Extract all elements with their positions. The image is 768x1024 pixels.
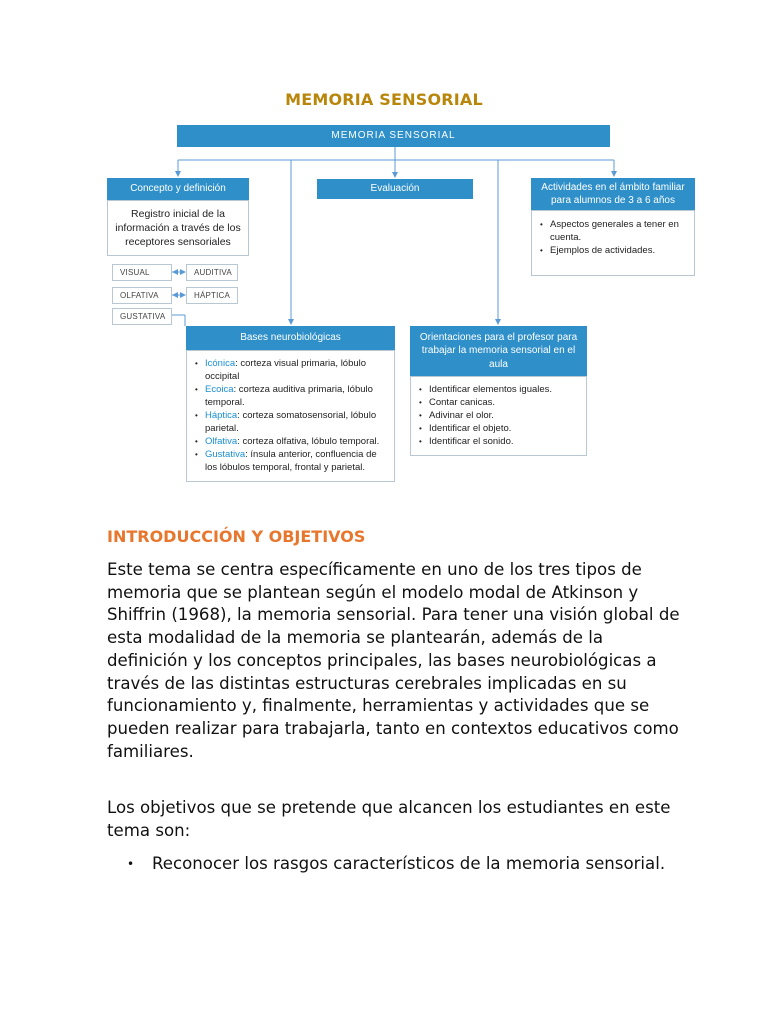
bases-term: Olfativa bbox=[205, 436, 238, 447]
concepto-header-label: Concepto y definición bbox=[130, 183, 226, 195]
bases-item bbox=[193, 435, 388, 448]
orientaciones-item: • Identificar el sonido. bbox=[417, 435, 580, 448]
orientaciones-item: • Identificar el objeto. bbox=[417, 422, 580, 435]
receptor-olfativa bbox=[112, 287, 172, 304]
orientaciones-header-label: Orientaciones para el profesor para trabajar la memoria sensorial en el aula bbox=[419, 331, 578, 370]
actividades-item: • Ejemplos de actividades. bbox=[538, 244, 688, 257]
intro-paragraph: Este tema se centra específicamente en uno de los tres tipos de memoria que se plantean según el modelo modal de Atkinson y Shiffrin (1968), la memoria sensorial. Para tener una visión global de esta modalidad de la memoria se plantearán, además de la definición y los conceptos principales, las bases neurobiológicas a través de las distintas estructuras cerebrales implicadas en su funcionamiento y, finalmente, herramientas y actividades que se pueden realizar para trabajarla, tanto en contextos educativos como familiares. bbox=[107, 560, 680, 761]
bases-panel bbox=[186, 350, 395, 482]
evaluacion-label: Evaluación bbox=[370, 183, 420, 195]
diagram-root-node bbox=[177, 125, 610, 147]
bases-term: Háptica bbox=[205, 410, 238, 421]
receptor-gustativa bbox=[112, 308, 172, 325]
bases-item bbox=[193, 357, 388, 383]
bases-desc: : corteza auditiva primaria, lóbulo temporal. bbox=[205, 384, 373, 408]
bases-item bbox=[193, 409, 388, 435]
receptor-olfativa-label: OLFATIVA bbox=[120, 291, 159, 300]
orientaciones-panel bbox=[410, 376, 587, 456]
receptor-auditiva bbox=[186, 264, 238, 281]
diagram-root-label: MEMORIA SENSORIAL bbox=[331, 130, 456, 142]
orientaciones-item: • Adivinar el olor. bbox=[417, 409, 580, 422]
bases-term: Ecoica bbox=[205, 384, 234, 395]
orientaciones-item: • Identificar elementos iguales. bbox=[417, 383, 580, 396]
receptor-visual bbox=[112, 264, 172, 281]
actividades-header bbox=[531, 178, 695, 210]
receptor-haptica bbox=[186, 287, 238, 304]
bases-desc: : corteza somatosensorial, lóbulo parietal. bbox=[205, 410, 377, 434]
objectives-item: • Reconocer los rasgos característicos de la memoria sensorial. bbox=[107, 853, 687, 876]
actividades-item: • Aspectos generales a tener en cuenta. bbox=[538, 218, 688, 244]
document-title: MEMORIA SENSORIAL bbox=[285, 90, 483, 109]
objectives-paragraph: Los objetivos que se pretende que alcancen los estudiantes en este tema son: bbox=[107, 798, 671, 840]
concepto-header bbox=[107, 178, 249, 200]
orientaciones-list bbox=[417, 383, 580, 448]
actividades-list bbox=[538, 218, 688, 257]
objectives-list bbox=[107, 853, 687, 876]
receptor-gustativa-label: GUSTATIVA bbox=[120, 312, 166, 321]
concepto-panel bbox=[107, 200, 249, 256]
receptor-auditiva-label: AUDITIVA bbox=[194, 268, 232, 277]
orientaciones-item: • Contar canicas. bbox=[417, 396, 580, 409]
bases-header bbox=[186, 326, 395, 350]
bases-item bbox=[193, 448, 388, 474]
actividades-panel bbox=[531, 210, 695, 276]
bases-item bbox=[193, 383, 388, 409]
bases-desc: : corteza olfativa, lóbulo temporal. bbox=[237, 436, 380, 447]
evaluacion-node bbox=[317, 179, 473, 199]
actividades-header-label: Actividades en el ámbito familiar para alumnos de 3 a 6 años bbox=[541, 181, 685, 206]
bases-term: Icónica bbox=[205, 358, 236, 369]
bases-header-label: Bases neurobiológicas bbox=[240, 332, 341, 344]
receptor-haptica-label: HÁPTICA bbox=[194, 291, 231, 300]
bases-desc: : ínsula anterior, confluencia de los lóbulos temporal, frontal y parietal. bbox=[205, 449, 377, 473]
concepto-text: Registro inicial de la información a través de los receptores sensoriales bbox=[115, 208, 241, 248]
section-heading: INTRODUCCIÓN Y OBJETIVOS bbox=[107, 527, 366, 546]
bases-list bbox=[193, 357, 388, 474]
bases-term: Gustativa bbox=[205, 449, 246, 460]
bases-desc: : corteza visual primaria, lóbulo occipital bbox=[205, 358, 367, 382]
receptor-visual-label: VISUAL bbox=[120, 268, 150, 277]
orientaciones-header bbox=[410, 326, 587, 376]
